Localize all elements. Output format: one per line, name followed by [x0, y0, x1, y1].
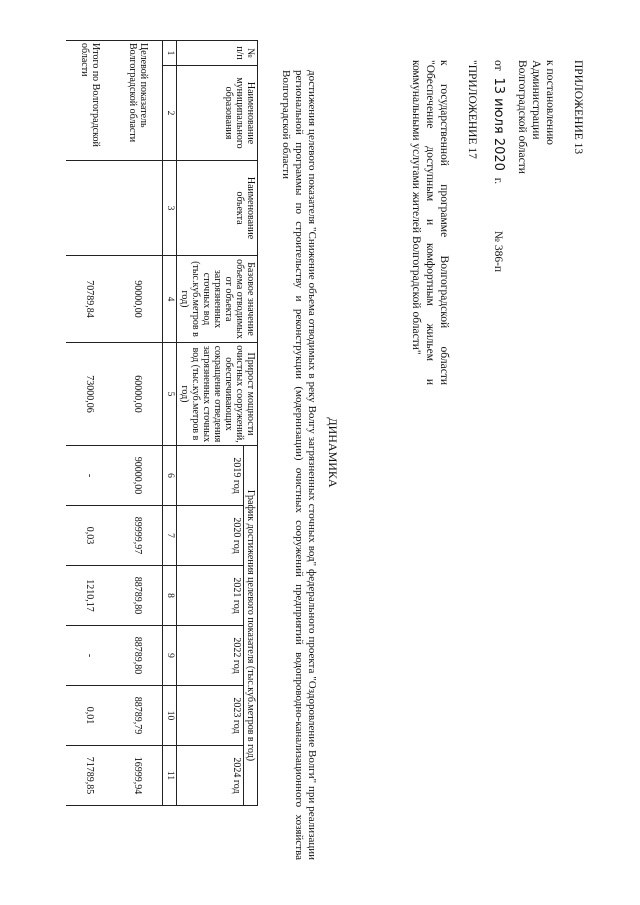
table-cell: 16999,94: [114, 746, 163, 806]
table-row-total: [66, 41, 114, 806]
date-suffix: г.: [492, 177, 504, 185]
resolution-date-line: [491, 60, 505, 380]
header-row: [244, 41, 258, 806]
program-reference: к государственной программе Волгоградской области "Обеспечение доступным и комфортным жильем и коммунальными услугами жителей Волгоградской области": [410, 60, 450, 385]
appendix-13-title: ПРИЛОЖЕНИЕ 13: [572, 60, 584, 155]
table-cell: -: [66, 626, 114, 686]
table-cell: 89999,97: [114, 506, 163, 566]
col-header-schedule: График достижения целевого показателя (тыс.куб.метров в год): [244, 446, 258, 806]
document-subtitle: достижения целевого показателя "Снижение объема отводимых в реку Волгу загрязненных сточных вод" федерального проекта "Оздоровление Волги" при реализации региональной программы по строительству и реконструкции (модернизации) очистных сооружений предприятий водопроводно-канализационного хозяйства Волгоградской области: [280, 70, 318, 860]
column-number: 2: [163, 66, 177, 161]
row-label: Итого по Волгоградской области: [66, 41, 114, 161]
empty-cell: [114, 161, 163, 256]
col-header-year: 2022 год: [177, 626, 244, 686]
table-cell: 73000,06: [66, 343, 114, 446]
table-cell: 88789,79: [114, 686, 163, 746]
col-header-base: Базовое значение объема отводимых от объекта загрязненных сточных вод (тыс.куб.метров в год): [177, 256, 258, 343]
table-cell: 60000,00: [114, 343, 163, 446]
column-numbers-row: [163, 41, 177, 806]
column-number: 4: [163, 256, 177, 343]
table-row-target: [114, 41, 163, 806]
table-cell: 70789,84: [66, 256, 114, 343]
table-cell: 71789,85: [66, 746, 114, 806]
header-line: Волгоградской области: [516, 60, 528, 174]
dynamics-table: [66, 40, 258, 806]
col-header-increase: Прирост мощности очистных сооружений, обеспечивающих сокращение отведения загрязненных сточных вод (тыс.куб.метров в год): [177, 343, 258, 446]
date-prefix: от: [492, 60, 504, 71]
appendix-header: [409, 60, 585, 385]
table-cell: 88789,80: [114, 626, 163, 686]
date-value: 13 июля 2020: [491, 77, 506, 171]
col-header-object: Наименование объекта: [177, 161, 258, 256]
appendix-17-title: "ПРИЛОЖЕНИЕ 17: [466, 60, 478, 159]
resolution-number: № 386-п: [492, 230, 504, 273]
table-cell: 88789,80: [114, 566, 163, 626]
table-cell: 0,01: [66, 686, 114, 746]
column-number: 8: [163, 566, 177, 626]
col-header-municipality: Наименование муниципального образования: [177, 66, 258, 161]
col-header-year: 2020 год: [177, 506, 244, 566]
col-header-year: 2023 год: [177, 686, 244, 746]
column-number: 7: [163, 506, 177, 566]
document-title: ДИНАМИКА: [326, 417, 340, 488]
column-number: 3: [163, 161, 177, 256]
table-cell: -: [66, 446, 114, 506]
header-line: Администрации: [530, 60, 542, 140]
column-number: 10: [163, 686, 177, 746]
col-header-year: 2024 год: [177, 746, 244, 806]
col-header-year: 2021 год: [177, 566, 244, 626]
column-number: 9: [163, 626, 177, 686]
table-cell: 0,03: [66, 506, 114, 566]
row-label: Целевой показатель Волгоградской области: [114, 41, 163, 161]
table-cell: 90000,00: [114, 446, 163, 506]
table-cell: 90000,00: [114, 256, 163, 343]
header-line: к постановлению: [544, 60, 556, 145]
col-header-year: 2019 год: [177, 446, 244, 506]
column-number: 1: [163, 41, 177, 66]
col-header-no: № п/п: [177, 41, 258, 66]
column-number: 5: [163, 343, 177, 446]
empty-cell: [66, 161, 114, 256]
column-number: 6: [163, 446, 177, 506]
column-number: 11: [163, 746, 177, 806]
table-cell: 1210,17: [66, 566, 114, 626]
